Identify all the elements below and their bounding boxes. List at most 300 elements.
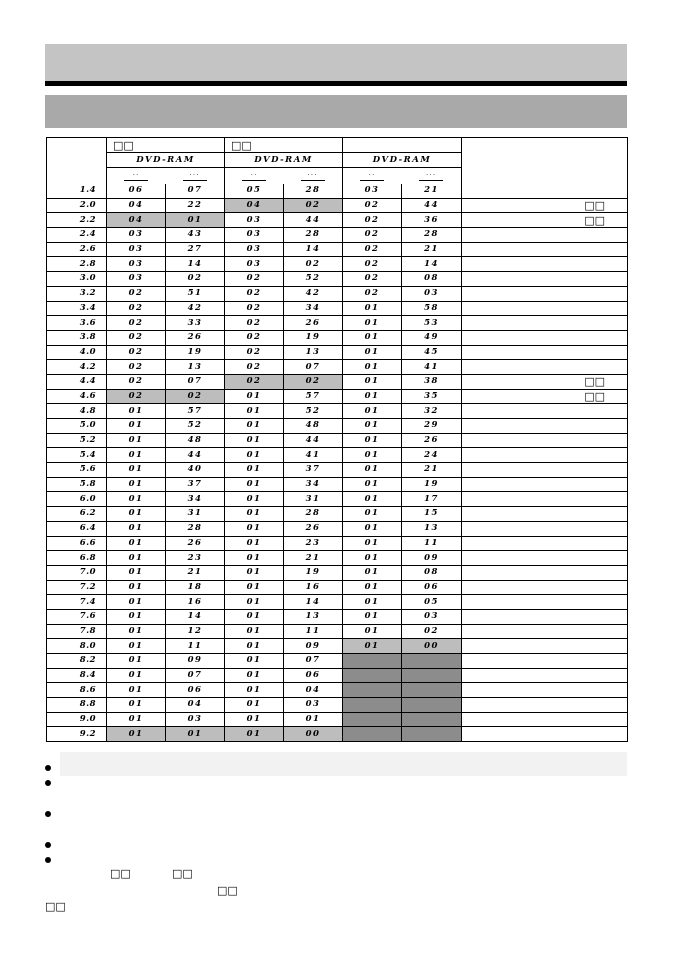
sub-min-1: ··· (166, 168, 225, 185)
minutes-cell: 16 (166, 595, 225, 610)
note-cell (462, 712, 628, 727)
minutes-cell: 49 (402, 330, 462, 345)
table-row (47, 507, 628, 522)
rate-cell: 6.2 (47, 507, 107, 522)
minutes-cell: 21 (402, 463, 462, 478)
hours-cell: 01 (343, 551, 402, 566)
table-row (47, 257, 628, 272)
hours-cell (343, 668, 402, 683)
minutes-cell: 04 (166, 698, 225, 713)
hours-cell: 04 (107, 213, 166, 228)
hours-cell: 01 (343, 565, 402, 580)
note-cell (462, 609, 628, 624)
hours-cell: 01 (225, 683, 284, 698)
note-cell (462, 536, 628, 551)
rate-cell: 3.8 (47, 330, 107, 345)
hours-cell: 04 (225, 198, 284, 213)
table-row (47, 360, 628, 375)
minutes-cell: 02 (166, 389, 225, 404)
hours-cell: 03 (225, 213, 284, 228)
minutes-cell: 26 (284, 521, 343, 536)
minutes-cell: 38 (402, 374, 462, 389)
minutes-cell: 27 (166, 242, 225, 257)
note-cell (462, 316, 628, 331)
table-row (47, 536, 628, 551)
minutes-cell: 02 (284, 374, 343, 389)
note-cell (462, 477, 628, 492)
hours-cell: 01 (343, 433, 402, 448)
minutes-cell: 01 (166, 727, 225, 742)
note-cell (462, 727, 628, 742)
hours-cell: 01 (107, 521, 166, 536)
table-row (47, 184, 628, 198)
hours-cell: 02 (107, 389, 166, 404)
hours-cell: 01 (107, 624, 166, 639)
rate-cell: 4.6 (47, 389, 107, 404)
hours-cell (343, 727, 402, 742)
hours-cell: 01 (343, 477, 402, 492)
note-cell (462, 595, 628, 610)
group2-media: DVD-RAM (225, 153, 343, 168)
rate-cell: 4.2 (47, 360, 107, 375)
table-row (47, 492, 628, 507)
hours-cell: 01 (225, 433, 284, 448)
hours-cell: 01 (225, 565, 284, 580)
minutes-cell: 01 (166, 213, 225, 228)
bullet-1 (45, 765, 51, 771)
minutes-cell: 02 (166, 272, 225, 287)
group3-header (343, 138, 462, 153)
minutes-cell: 11 (402, 536, 462, 551)
rate-cell: 5.0 (47, 419, 107, 434)
minutes-cell: 18 (166, 580, 225, 595)
hours-cell: 02 (225, 345, 284, 360)
hours-cell: 01 (225, 419, 284, 434)
note-cell (462, 404, 628, 419)
table-row (47, 624, 628, 639)
minutes-cell: 44 (284, 213, 343, 228)
minutes-cell: 42 (166, 301, 225, 316)
hours-cell: 01 (107, 551, 166, 566)
note-cell: □□ (462, 213, 628, 228)
hours-cell: 01 (343, 316, 402, 331)
minutes-cell: 08 (402, 272, 462, 287)
hours-cell: 01 (107, 595, 166, 610)
hours-cell: 02 (343, 257, 402, 272)
minutes-cell: 31 (166, 507, 225, 522)
minutes-cell: 08 (402, 565, 462, 580)
note-cell (462, 668, 628, 683)
bullet-5 (45, 857, 51, 863)
hours-cell: 01 (343, 448, 402, 463)
minutes-cell (402, 712, 462, 727)
title-band (45, 44, 627, 81)
rate-cell: 5.2 (47, 433, 107, 448)
hours-cell: 03 (107, 242, 166, 257)
minutes-cell: 19 (166, 345, 225, 360)
minutes-cell: 44 (284, 433, 343, 448)
rate-cell: 3.6 (47, 316, 107, 331)
hours-cell: 01 (225, 654, 284, 669)
hours-cell: 03 (107, 257, 166, 272)
hours-cell: 01 (343, 360, 402, 375)
minutes-cell: 28 (284, 228, 343, 243)
rate-cell: 7.6 (47, 609, 107, 624)
hours-cell: 01 (225, 477, 284, 492)
hours-cell: 01 (343, 419, 402, 434)
sub-hour-2: ·· (225, 168, 284, 185)
minutes-cell: 34 (284, 477, 343, 492)
note-cell (462, 624, 628, 639)
hours-cell: 01 (107, 565, 166, 580)
hours-cell: 02 (343, 228, 402, 243)
minutes-cell: 07 (284, 654, 343, 669)
hours-cell: 01 (107, 507, 166, 522)
minutes-cell: 23 (166, 551, 225, 566)
table-row (47, 213, 628, 228)
hours-cell: 01 (225, 609, 284, 624)
section-band (45, 95, 627, 128)
minutes-cell: 03 (284, 698, 343, 713)
minutes-cell: 07 (284, 360, 343, 375)
table-row (47, 698, 628, 713)
minutes-cell (402, 727, 462, 742)
table-row (47, 228, 628, 243)
hours-cell: 01 (107, 698, 166, 713)
hours-cell: 01 (107, 404, 166, 419)
minutes-cell: 23 (284, 536, 343, 551)
hours-cell: 03 (225, 257, 284, 272)
rate-cell: 4.4 (47, 374, 107, 389)
title-rule (45, 81, 627, 86)
minutes-cell: 01 (284, 712, 343, 727)
hours-cell: 01 (107, 654, 166, 669)
rate-cell: 2.0 (47, 198, 107, 213)
minutes-cell: 07 (166, 374, 225, 389)
note-cell (462, 433, 628, 448)
hours-cell: 03 (107, 272, 166, 287)
minutes-cell: 28 (166, 521, 225, 536)
sub-hour-1: ·· (107, 168, 166, 185)
table-row (47, 286, 628, 301)
minutes-cell: 09 (166, 654, 225, 669)
minutes-cell: 13 (402, 521, 462, 536)
note-cell (462, 228, 628, 243)
note-cell (462, 301, 628, 316)
note-cell (462, 521, 628, 536)
hours-cell: 01 (225, 404, 284, 419)
hours-cell: 02 (107, 301, 166, 316)
hours-cell: 02 (107, 360, 166, 375)
hours-cell: 02 (343, 272, 402, 287)
minutes-cell: 19 (284, 565, 343, 580)
hours-cell: 02 (225, 316, 284, 331)
hours-cell: 01 (343, 330, 402, 345)
note-cell (462, 272, 628, 287)
note-cell (462, 492, 628, 507)
minutes-cell: 06 (402, 580, 462, 595)
hours-cell: 01 (107, 463, 166, 478)
table-row (47, 595, 628, 610)
minutes-cell: 52 (284, 272, 343, 287)
note-cell: □□ (462, 198, 628, 213)
minutes-cell: 44 (166, 448, 225, 463)
minutes-cell: 09 (402, 551, 462, 566)
hours-cell: 01 (343, 404, 402, 419)
rate-cell: 9.2 (47, 727, 107, 742)
minutes-cell: 28 (402, 228, 462, 243)
minutes-cell: 05 (402, 595, 462, 610)
table-row (47, 272, 628, 287)
hours-cell: 01 (343, 492, 402, 507)
note-cell: □□ (462, 389, 628, 404)
hours-cell: 01 (343, 345, 402, 360)
minutes-cell: 48 (284, 419, 343, 434)
group1-header: □□ (107, 138, 225, 153)
sub-min-2: ··· (284, 168, 343, 185)
hours-cell: 01 (107, 477, 166, 492)
minutes-cell (402, 668, 462, 683)
minutes-cell: 11 (284, 624, 343, 639)
minutes-cell: 15 (402, 507, 462, 522)
table-row (47, 198, 628, 213)
minutes-cell: 52 (166, 419, 225, 434)
note-cell (462, 580, 628, 595)
rate-cell: 8.8 (47, 698, 107, 713)
hours-cell (343, 654, 402, 669)
hours-cell: 01 (107, 639, 166, 654)
minutes-cell: 02 (284, 257, 343, 272)
bullet-3 (45, 811, 51, 817)
minutes-cell: 03 (402, 286, 462, 301)
hours-cell: 01 (225, 580, 284, 595)
footnote-glyph-3: □□ (217, 884, 238, 897)
minutes-cell: 48 (166, 433, 225, 448)
hours-cell (343, 698, 402, 713)
note-cell (462, 286, 628, 301)
hours-cell: 02 (343, 242, 402, 257)
hours-cell: 02 (107, 330, 166, 345)
bullet-2 (45, 780, 51, 786)
hours-cell (343, 712, 402, 727)
hours-cell: 02 (107, 345, 166, 360)
minutes-cell: 14 (284, 595, 343, 610)
footnote-shade (60, 752, 627, 776)
minutes-cell: 26 (166, 536, 225, 551)
rate-cell: 3.0 (47, 272, 107, 287)
minutes-cell: 28 (284, 184, 343, 198)
minutes-cell: 41 (284, 448, 343, 463)
table-row (47, 374, 628, 389)
hours-cell: 02 (225, 272, 284, 287)
hours-cell: 05 (225, 184, 284, 198)
table-row (47, 565, 628, 580)
minutes-cell: 21 (284, 551, 343, 566)
table-row (47, 639, 628, 654)
minutes-cell: 57 (284, 389, 343, 404)
note-cell (462, 463, 628, 478)
hours-cell: 01 (107, 492, 166, 507)
table-row (47, 330, 628, 345)
hours-cell: 01 (343, 301, 402, 316)
note-cell (462, 654, 628, 669)
minutes-cell: 33 (166, 316, 225, 331)
note-cell (462, 345, 628, 360)
hours-cell: 01 (343, 521, 402, 536)
minutes-cell: 32 (402, 404, 462, 419)
hours-cell: 01 (225, 595, 284, 610)
hours-cell: 04 (107, 198, 166, 213)
minutes-cell (402, 698, 462, 713)
table-row (47, 609, 628, 624)
minutes-cell: 04 (284, 683, 343, 698)
group1-media: DVD-RAM (107, 153, 225, 168)
rate-cell: 7.8 (47, 624, 107, 639)
minutes-cell: 02 (402, 624, 462, 639)
rate-cell: 8.2 (47, 654, 107, 669)
hours-cell: 02 (225, 330, 284, 345)
rate-cell: 5.6 (47, 463, 107, 478)
minutes-cell: 36 (402, 213, 462, 228)
minutes-cell: 02 (284, 198, 343, 213)
minutes-cell: 21 (402, 184, 462, 198)
minutes-cell: 14 (166, 609, 225, 624)
hours-cell: 01 (225, 639, 284, 654)
hours-cell: 02 (225, 360, 284, 375)
minutes-cell: 14 (284, 242, 343, 257)
note-cell: □□ (462, 374, 628, 389)
table-row (47, 316, 628, 331)
table-row (47, 668, 628, 683)
rate-cell: 2.6 (47, 242, 107, 257)
hours-cell: 01 (225, 668, 284, 683)
note-cell (462, 419, 628, 434)
minutes-cell: 37 (166, 477, 225, 492)
minutes-cell: 40 (166, 463, 225, 478)
hours-cell (343, 683, 402, 698)
hours-cell: 01 (343, 595, 402, 610)
rate-cell: 1.4 (47, 184, 107, 198)
group3-media: DVD-RAM (343, 153, 462, 168)
note-cell (462, 507, 628, 522)
hours-cell: 01 (343, 580, 402, 595)
minutes-cell (402, 654, 462, 669)
minutes-cell: 22 (166, 198, 225, 213)
rate-cell: 6.8 (47, 551, 107, 566)
minutes-cell: 13 (284, 609, 343, 624)
note-cell (462, 330, 628, 345)
minutes-cell: 52 (284, 404, 343, 419)
minutes-cell: 00 (402, 639, 462, 654)
minutes-cell: 21 (166, 565, 225, 580)
minutes-cell: 26 (284, 316, 343, 331)
hours-cell: 02 (343, 198, 402, 213)
rate-cell: 7.4 (47, 595, 107, 610)
rate-cell: 8.0 (47, 639, 107, 654)
sub-hour-3: ·· (343, 168, 402, 185)
hours-cell: 01 (225, 624, 284, 639)
hours-cell: 03 (107, 228, 166, 243)
minutes-cell: 14 (402, 257, 462, 272)
hours-cell: 01 (343, 624, 402, 639)
table-row (47, 654, 628, 669)
rate-cell: 6.6 (47, 536, 107, 551)
sub-min-3: ··· (402, 168, 462, 185)
minutes-cell: 53 (402, 316, 462, 331)
table-row (47, 551, 628, 566)
group2-header: □□ (225, 138, 343, 153)
footnote-glyph-4: □□ (45, 900, 66, 913)
rate-cell: 2.8 (47, 257, 107, 272)
minutes-cell: 06 (166, 683, 225, 698)
notes-header-cell (462, 138, 628, 185)
hours-cell: 02 (107, 316, 166, 331)
rate-cell: 9.0 (47, 712, 107, 727)
table-row (47, 419, 628, 434)
recording-time-table (46, 137, 628, 742)
rate-cell: 8.4 (47, 668, 107, 683)
minutes-cell: 07 (166, 668, 225, 683)
hours-cell: 01 (107, 727, 166, 742)
rate-cell: 4.8 (47, 404, 107, 419)
rate-cell: 7.2 (47, 580, 107, 595)
hours-cell: 02 (225, 301, 284, 316)
rate-cell: 8.6 (47, 683, 107, 698)
hours-cell: 01 (343, 639, 402, 654)
minutes-cell: 03 (402, 609, 462, 624)
minutes-cell: 12 (166, 624, 225, 639)
minutes-cell: 16 (284, 580, 343, 595)
rate-cell: 3.4 (47, 301, 107, 316)
hours-cell: 01 (225, 712, 284, 727)
note-cell (462, 683, 628, 698)
hours-cell: 01 (225, 389, 284, 404)
hours-cell: 01 (107, 433, 166, 448)
note-cell (462, 360, 628, 375)
rate-cell: 5.8 (47, 477, 107, 492)
hours-cell: 01 (107, 712, 166, 727)
note-cell (462, 257, 628, 272)
minutes-cell: 31 (284, 492, 343, 507)
hours-cell: 01 (343, 507, 402, 522)
note-cell (462, 565, 628, 580)
minutes-cell: 06 (284, 668, 343, 683)
hours-cell: 01 (107, 448, 166, 463)
note-cell (462, 698, 628, 713)
minutes-cell: 03 (166, 712, 225, 727)
table-row (47, 433, 628, 448)
table-row (47, 683, 628, 698)
table-row (47, 389, 628, 404)
minutes-cell: 35 (402, 389, 462, 404)
hours-cell: 01 (225, 551, 284, 566)
table-row (47, 242, 628, 257)
minutes-cell: 51 (166, 286, 225, 301)
table-row (47, 477, 628, 492)
minutes-cell: 34 (166, 492, 225, 507)
hours-cell: 01 (225, 536, 284, 551)
rate-cell: 2.4 (47, 228, 107, 243)
table-row (47, 727, 628, 742)
table-row (47, 448, 628, 463)
hours-cell: 03 (225, 242, 284, 257)
table-row (47, 580, 628, 595)
hours-cell: 03 (225, 228, 284, 243)
table-row (47, 345, 628, 360)
table-row (47, 712, 628, 727)
note-cell (462, 184, 628, 198)
hours-cell: 02 (225, 374, 284, 389)
